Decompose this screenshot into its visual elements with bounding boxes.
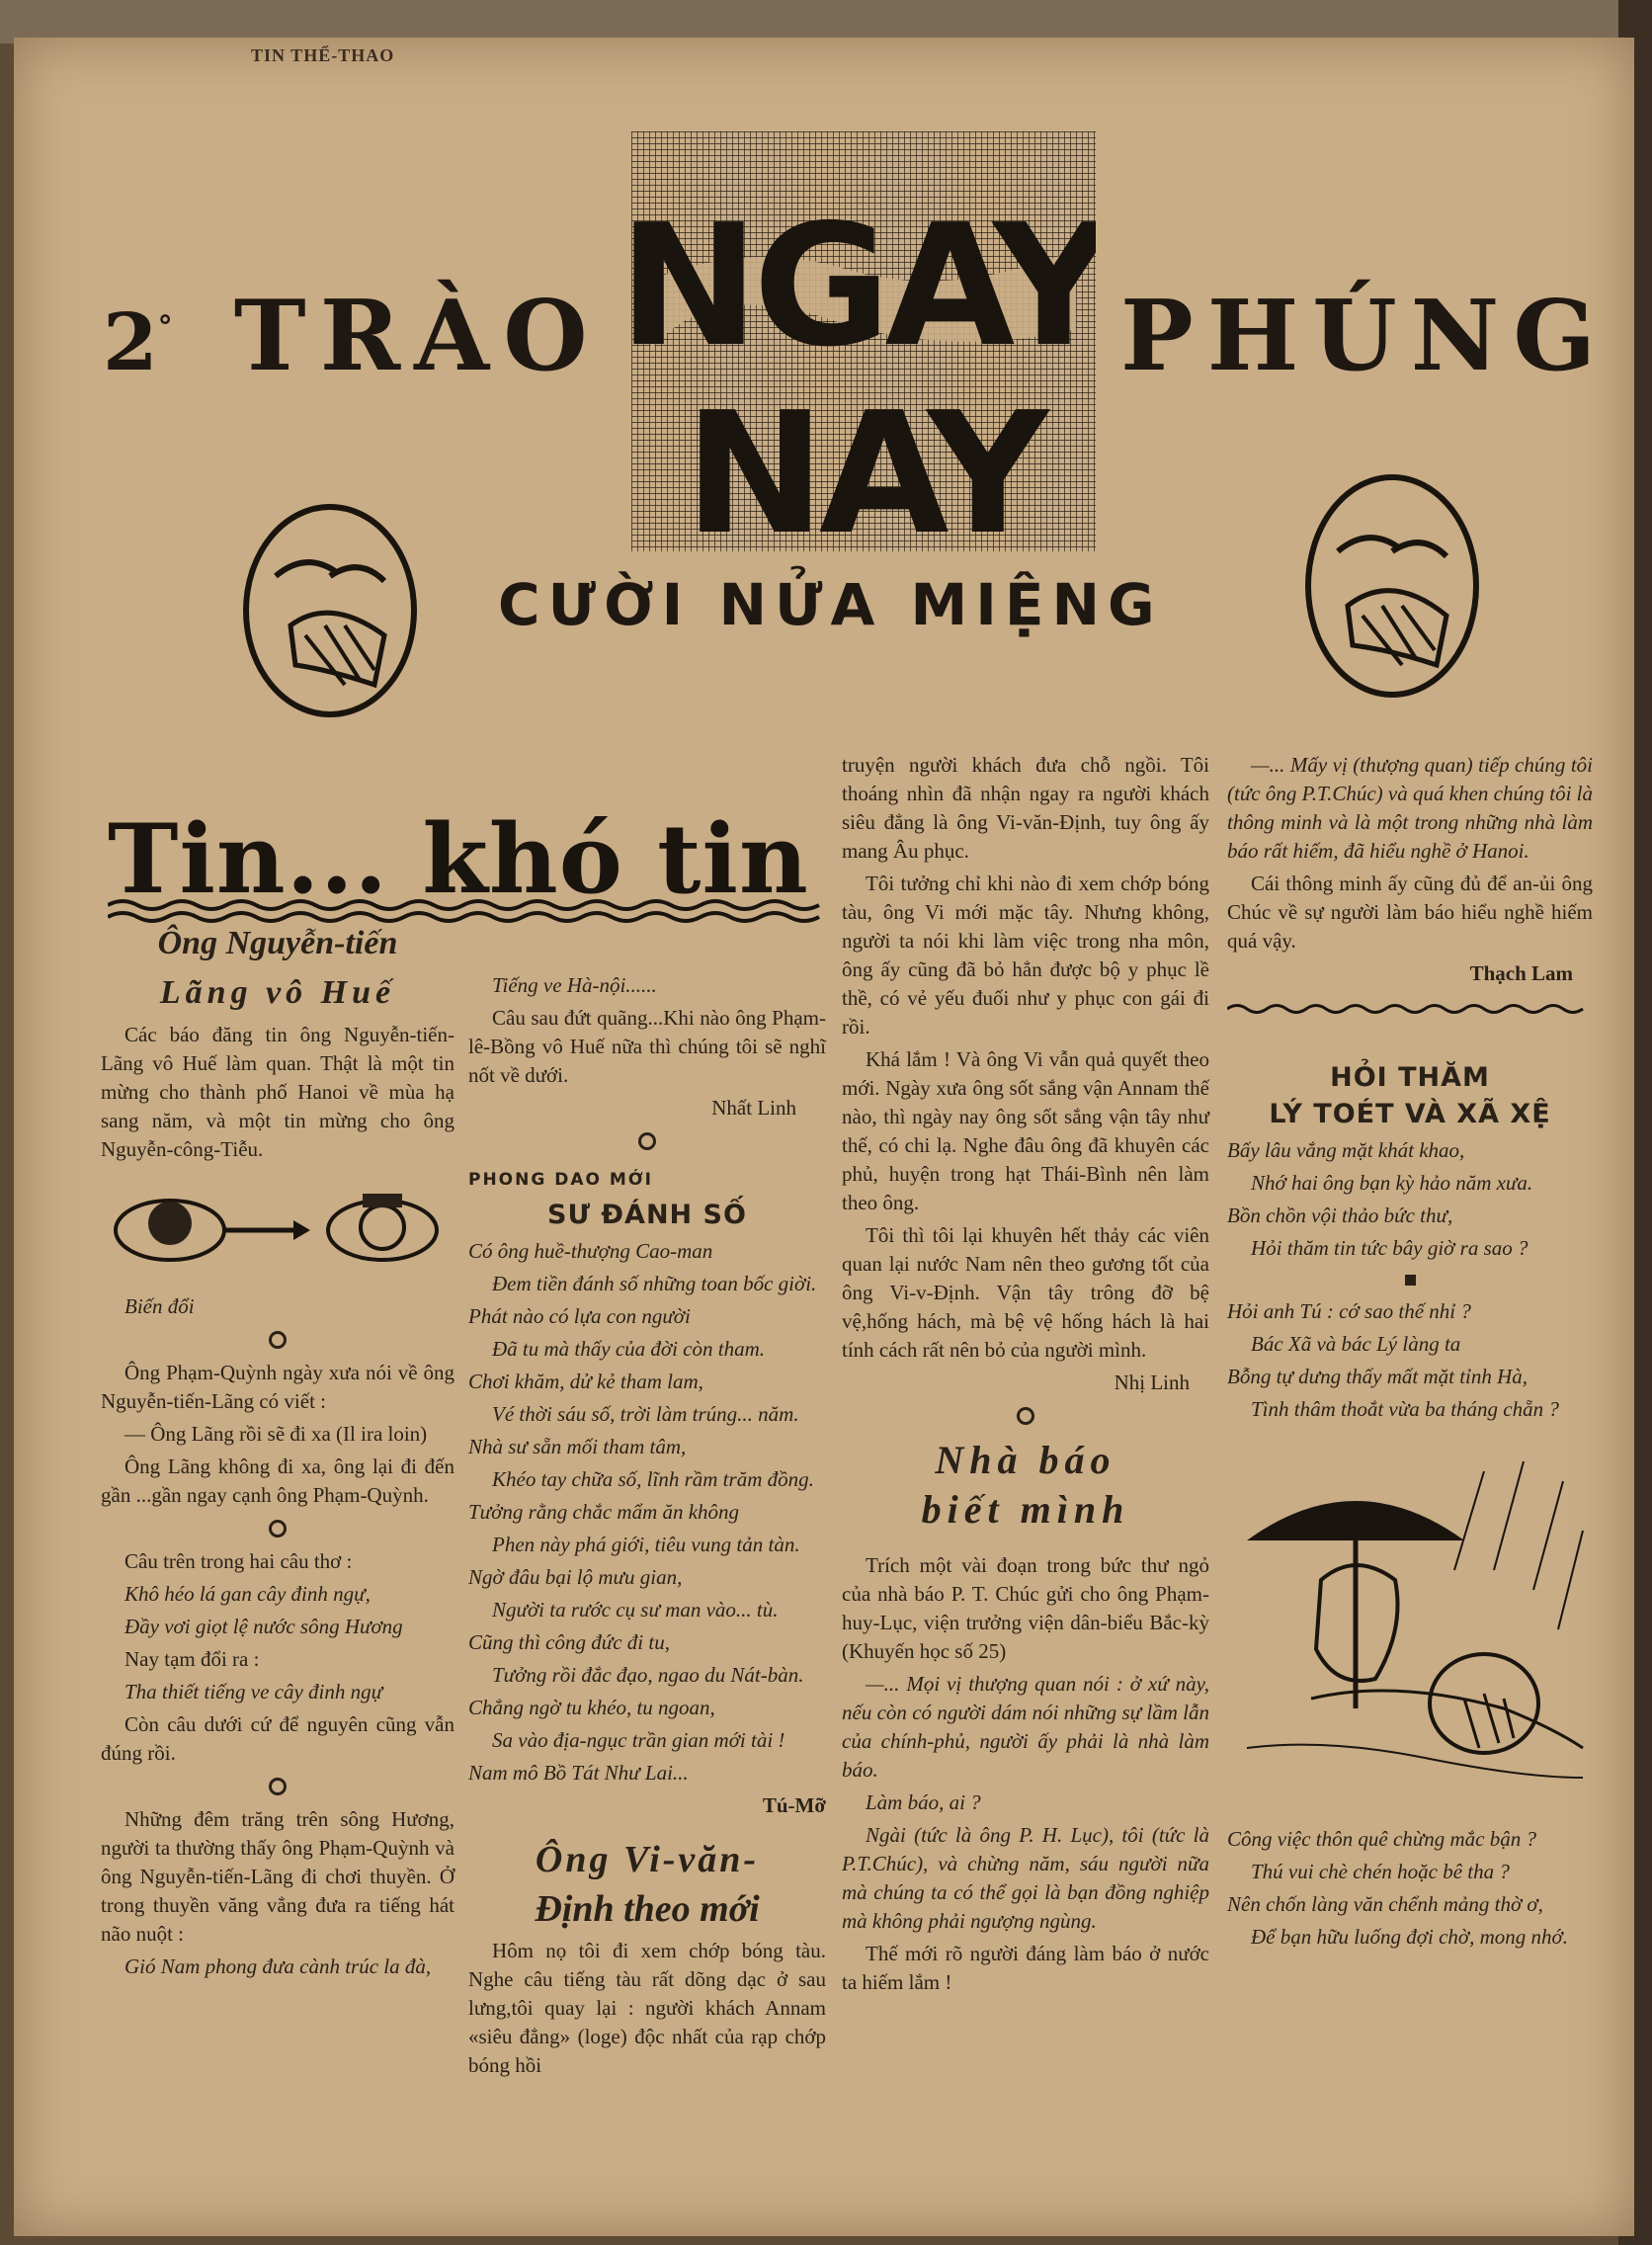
- col4-title-line2: LÝ TOÉT VÀ XÃ XỆ: [1269, 1099, 1551, 1129]
- poem-line: Chơi khăm, dử kẻ tham lam,: [468, 1370, 703, 1393]
- illustration-caption: Biến đổi: [124, 1294, 195, 1318]
- poem-line: Bấy lâu vắng mặt khát khao,: [1227, 1138, 1465, 1162]
- col2-paragraph: Câu sau đứt quãng...Khi nào ông Phạm-lê-Bồng vô Huế nữa thì chúng tôi sẽ nghĩ nốt về dưới.: [468, 1006, 826, 1087]
- fly-transform-illustration: [101, 1176, 454, 1285]
- col1-paragraph: Còn câu dưới cứ để nguyên cũng vẫn đúng rồi.: [101, 1712, 454, 1765]
- col3-quote: —... Mọi vị thượng quan nói : ở xứ này, nếu còn có người dám nói những sự lầm lẫn của chính-phủ, người ấy phải là nhà làm báo.: [842, 1672, 1209, 1782]
- poem-line: Chẳng ngờ tu khéo, tu ngoan,: [468, 1696, 715, 1719]
- col1-verse: Tha thiết tiếng ve cây đinh ngự: [124, 1680, 383, 1704]
- col3-paragraph: truyện người khách đưa chỗ ngồi. Tôi thoáng nhìn đã nhận ngay ra người khách siêu đẳng là ông Vi-văn-Định, tuy ông ấy mang Âu phục.: [842, 753, 1209, 863]
- col3-paragraph: Thế mới rõ người đáng làm báo ở nước ta hiếm lắm !: [842, 1942, 1209, 1994]
- poem-line: Tình thâm thoắt vừa ba tháng chẵn ?: [1251, 1397, 1559, 1421]
- poem-line: Tưởng rằng chắc mẩm ăn không: [468, 1500, 740, 1524]
- column-4: [1227, 751, 1593, 1955]
- col1-verse: Gió Nam phong đưa cành trúc la đà,: [124, 1954, 432, 1978]
- col1-paragraph: Các báo đăng tin ông Nguyễn-tiến-Lãng vô Huế làm quan. Thật là một tin mừng cho thành phố Hanoi về mùa hạ sang năm, và một tin mừng cho ông Nguyễn-công-Tiễu.: [101, 1023, 454, 1161]
- masthead-subtitle: CƯỜI NỬA MIỆNG: [498, 571, 1163, 638]
- section-divider-dot: [269, 1331, 287, 1349]
- poem-line: Phen này phá giới, tiêu vung tản tàn.: [492, 1533, 800, 1556]
- masthead-page-number: 2: [103, 295, 158, 388]
- wave-divider: [1227, 1002, 1593, 1016]
- main-headline: Tin... khó tin: [108, 803, 809, 915]
- col1-paragraph: Câu trên trong hai câu thơ :: [124, 1549, 353, 1573]
- col1-paragraph: Những đêm trăng trên sông Hương, người ta thường thấy ông Phạm-Quỳnh và ông Nguyễn-tiến-Lãng đi chơi thuyền. Ở trong thuyền văng vẳng đưa ra tiếng hát não nuột :: [101, 1807, 454, 1946]
- section-divider-dot: [269, 1778, 287, 1795]
- col3-paragraph: Tôi tưởng chỉ khi nào đi xem chớp bóng tàu, ông Vi mới mặc tây. Nhưng không, người ta nói khi làm việc trong nha môn, ông ấy cũng đã bỏ hẳn được bộ y phục lề thề, có vẻ yếu đuối như y phục con gái đi rồi.: [842, 872, 1209, 1039]
- col2-signature: Tú-Mỡ: [762, 1793, 826, 1817]
- col3-paragraph: Tôi thì tôi lại khuyên hết thảy các viên quan lại nước Nam nên theo gương tốt của ông Vi-v-Định. Vận tây trông đỡ bệ vệ,hống hách, mà bệ vệ hống hách là hai tính cách rất nên bỏ của người mình.: [842, 1223, 1209, 1362]
- masthead-word-left: TRÀO: [233, 280, 602, 393]
- poem-line: Có ông huề-thượng Cao-man: [468, 1239, 713, 1263]
- section-divider-dot: [638, 1132, 656, 1150]
- logo-top-word: NGAY: [631, 189, 1096, 384]
- col4-paragraph: Cái thông minh ấy cũng đủ để an-ủi ông Chúc về sự người làm báo hiểu nghề hiếm quá vậy.: [1227, 872, 1593, 953]
- umbrella-cartoon-illustration: [1227, 1452, 1593, 1817]
- col1-verse: Đầy vơi giọt lệ nước sông Hương: [124, 1615, 403, 1638]
- poem-line: Cũng thì công đức đi tu,: [468, 1630, 670, 1654]
- newspaper-page: [14, 38, 1634, 2236]
- col4-poem: [1227, 1297, 1593, 1424]
- col3-signature: Nhị Linh: [1114, 1371, 1190, 1394]
- col3-quote: Ngài (tức là ông P. H. Lục), tôi (tức là P.T.Chúc), và chừng năm, sáu người nữa mà chúng ta có thể gọi là bạn đồng nghiệp mà không phải ngượng ngùng.: [842, 1823, 1209, 1933]
- col2-title3-line2: Định theo mới: [535, 1888, 760, 1930]
- logo-bottom-word: NAY: [684, 376, 1043, 551]
- poem-line: Thú vui chè chén hoặc bê tha ?: [1251, 1860, 1510, 1883]
- column-2: [468, 971, 826, 2084]
- col2-poem: [468, 1237, 826, 1788]
- poem-line: Đem tiền đánh số những toan bốc giời.: [492, 1272, 817, 1295]
- col1-title-line2: Lãng vô Huế: [159, 974, 396, 1011]
- column-3: [842, 751, 1209, 2001]
- poem-line: Nam mô Bồ Tát Như Lai...: [468, 1761, 689, 1785]
- poem-line: Công việc thôn quê chừng mắc bận ?: [1227, 1827, 1536, 1851]
- col1-paragraph: Ông Lãng không đi xa, ông lại đi đến gần ...gần ngay cạnh ông Phạm-Quỳnh.: [101, 1455, 454, 1507]
- section-divider-dot: [1017, 1407, 1034, 1425]
- poem-line: Bồn chồn vội thảo bức thư,: [1227, 1204, 1453, 1227]
- section-divider-square: [1405, 1275, 1416, 1286]
- col1-paragraph: Nay tạm đổi ra :: [124, 1647, 260, 1671]
- poem-line: Tưởng rồi đắc đạo, ngao du Nát-bàn.: [492, 1663, 804, 1687]
- col3-title-line1: Nhà báo: [935, 1438, 1116, 1482]
- poem-line: Khéo tay chữa số, lĩnh rầm trăm đồng.: [492, 1467, 814, 1491]
- section-divider-dot: [269, 1520, 287, 1538]
- poem-line: Hỏi anh Tú : cớ sao thế nhỉ ?: [1227, 1299, 1471, 1323]
- col3-paragraph: Trích một vài đoạn trong bức thư ngỏ của nhà báo P. T. Chúc gửi cho ông Phạm-huy-Lục, viện trưởng viện dân-biểu Bắc-kỳ (Khuyến học số 25): [842, 1553, 1209, 1663]
- poem-line: Vé thời sáu số, trời làm trúng... năm.: [492, 1402, 799, 1426]
- poem-line: Nên chốn làng văn chểnh mảng thờ ơ,: [1227, 1892, 1543, 1916]
- col3-paragraph: Khá lắm ! Và ông Vi vẫn quả quyết theo mới. Ngày xưa ông sốt sắng vận Annam thế nào, thì ngày nay ông sốt sắng vận tây như thế, có chi lạ. Nghe đâu ông đã khuyên các phủ, huyện trong hạt Thái-Bình nên làm theo ông.: [842, 1047, 1209, 1214]
- poem-line: Ngờ đâu bại lộ mưu gian,: [468, 1565, 683, 1589]
- masthead-word-right: PHÚNG: [1120, 280, 1611, 393]
- laughing-face-left-icon: [236, 497, 424, 724]
- poem-line: Bác Xã và bác Lý làng ta: [1251, 1332, 1461, 1356]
- poem-line: Bỗng tự dưng thấy mất mặt tỉnh Hà,: [1227, 1365, 1528, 1388]
- col4-poem: [1227, 1136, 1593, 1263]
- col3-quote: Làm báo, ai ?: [866, 1790, 981, 1814]
- poem-line: Người ta rước cụ sư man vào... tù.: [492, 1598, 779, 1621]
- poem-line: Nhà sư sẵn mối tham tâm,: [468, 1435, 687, 1458]
- poem-line: Hỏi thăm tin tức bây giờ ra sao ?: [1251, 1236, 1528, 1260]
- poem-line: Nhớ hai ông bạn kỳ hảo năm xưa.: [1251, 1171, 1533, 1195]
- poem-line: Để bạn hữu luống đợi chờ, mong nhớ.: [1251, 1925, 1568, 1949]
- col2-paragraph: Hôm nọ tôi đi xem chớp bóng tàu. Nghe câu tiếng tàu rất dõng dạc ở sau lưng,tôi quay lại : người khách Annam «siêu đẳng» (loge) độc nhất của rạp chớp bóng hồi: [468, 1939, 826, 2077]
- col2-title3-line1: Ông Vi-văn-: [535, 1839, 760, 1880]
- col4-quote: —... Mấy vị (thượng quan) tiếp chúng tôi (tức ông P.T.Chúc) và quá khen chúng tôi là thông minh và là một trong những nhà làm báo rất hiếm, đã hiểu nghề ở Hanoi.: [1227, 753, 1593, 863]
- col4-signature: Thạch Lam: [1469, 961, 1573, 985]
- col1-title-line1: Ông Nguyễn-tiến: [157, 925, 398, 961]
- col3-title-line2: biết mình: [921, 1487, 1130, 1532]
- col1-verse: Khô héo lá gan cây đinh ngự,: [124, 1582, 371, 1606]
- laughing-face-right-icon: [1298, 467, 1486, 705]
- masthead-left: 2° TRÀO: [103, 280, 602, 393]
- poem-line: Sa vào địa-ngục trần gian mới tài !: [492, 1728, 785, 1752]
- col2-section-title: SƯ ĐÁNH SỐ: [547, 1200, 747, 1230]
- col2-kicker: PHONG DAO MỚI: [468, 1170, 653, 1190]
- ngay-nay-logo: [631, 131, 1096, 551]
- col2-signature: Nhất Linh: [711, 1096, 796, 1120]
- col1-paragraph: Ông Phạm-Quỳnh ngày xưa nói về ông Nguyễn-tiến-Lãng có viết :: [101, 1361, 454, 1413]
- col1-paragraph: — Ông Lãng rồi sẽ đi xa (Il ira loin): [124, 1422, 428, 1446]
- col2-verse: Tiếng ve Hà-nội......: [492, 973, 657, 997]
- poem-line: Phát nào có lựa con người: [468, 1304, 691, 1328]
- col4-poem: [1227, 1825, 1593, 1952]
- poem-line: Đã tu mà thấy của đời còn tham.: [492, 1337, 766, 1361]
- col4-title-line1: HỎI THĂM: [1330, 1062, 1490, 1093]
- column-1: [101, 922, 454, 1985]
- running-head: TIN THỂ-THAO: [251, 45, 395, 65]
